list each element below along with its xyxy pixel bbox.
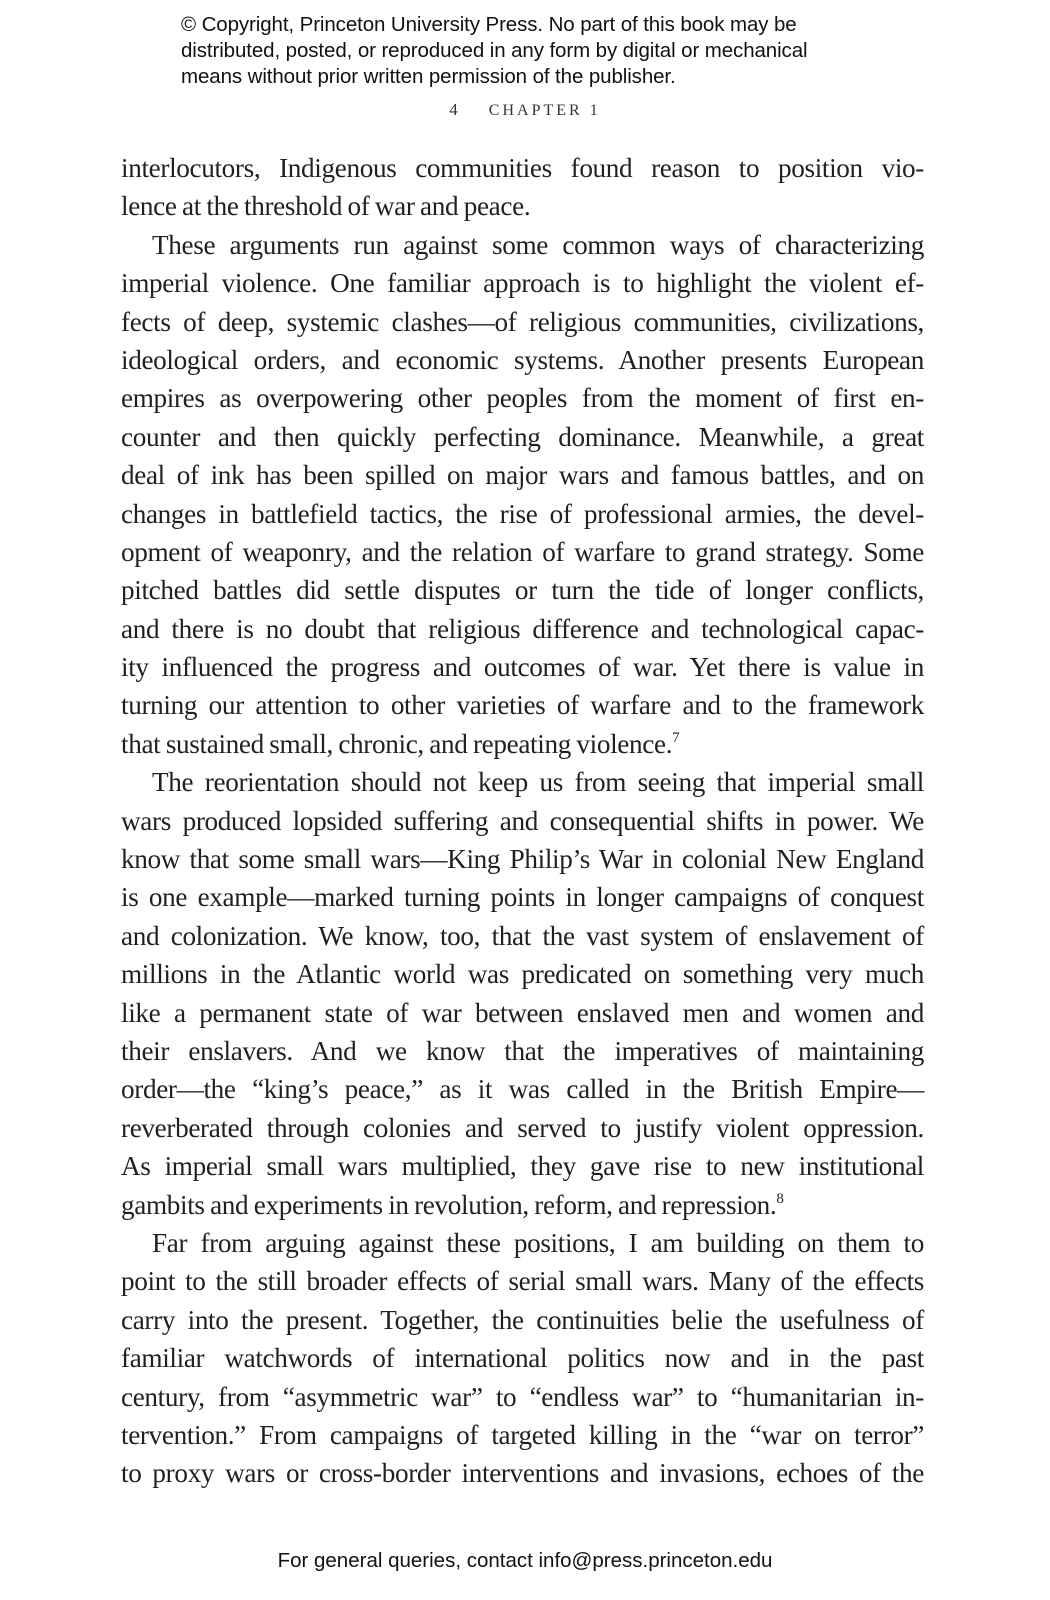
text-line [121, 571, 924, 609]
line-text: their enslavers. And we know that the imperatives of maintaining [121, 1035, 924, 1066]
line-text: familiar watchwords of international politics now and in the past [121, 1343, 924, 1374]
line-text: point to the still broader effects of serial small wars. Many of the effects [121, 1266, 924, 1297]
line-text: pitched battles did settle disputes or turn the tide of longer conflicts, [121, 575, 924, 606]
text-line [121, 1339, 924, 1377]
text-line [121, 1301, 924, 1339]
copyright-line: means without prior written permission of the publisher. [181, 65, 676, 88]
line-text: and colonization. We know, too, that the vast system of enslavement of [121, 920, 924, 951]
line-text: is one example—marked turning points in longer campaigns of conquest [121, 882, 924, 913]
line-text: deal of ink has been spilled on major wars and famous battles, and on [121, 460, 924, 491]
line-text: reverberated through colonies and served to justify violent oppression. [121, 1112, 924, 1143]
chapter-title: CHAPTER 1 [488, 102, 601, 119]
text-line [121, 456, 924, 494]
line-text: As imperial small wars multiplied, they gave rise to new institutional [121, 1151, 924, 1182]
line-text: Far from arguing against these positions, I am building on them to [152, 1227, 924, 1258]
text-line [121, 1070, 924, 1108]
line-text: empires as overpowering other peoples from the moment of first en- [121, 383, 924, 414]
text-line [121, 533, 924, 571]
line-text: order—the “king’s peace,” as it was called in the British Empire— [121, 1074, 924, 1105]
text-line [121, 187, 924, 225]
page-number: 4 [449, 100, 458, 119]
body-text [121, 149, 924, 1493]
text-line [121, 1186, 924, 1224]
text-line [121, 226, 924, 264]
text-line [121, 495, 924, 533]
line-text: know that some small wars—King Philip’s War in colonial New England [121, 844, 924, 875]
line-text: changes in battlefield tactics, the rise of professional armies, the devel- [121, 498, 924, 529]
text-line [121, 994, 924, 1032]
line-text: that sustained small, chronic, and repeating violence. [121, 728, 673, 759]
text-line [121, 1032, 924, 1070]
running-head [0, 100, 1050, 120]
line-text: The reorientation should not keep us from seeing that imperial small [152, 767, 924, 798]
footnote-marker[interactable]: 8 [776, 1190, 784, 1207]
line-text: tervention.” From campaigns of targeted killing in the “war on terror” [121, 1419, 924, 1450]
line-text: carry into the present. Together, the continuities belie the usefulness of [121, 1304, 924, 1335]
text-line [121, 303, 924, 341]
text-line [121, 1262, 924, 1300]
text-line [121, 802, 924, 840]
text-line [121, 1416, 924, 1454]
text-line [121, 1378, 924, 1416]
text-line [121, 955, 924, 993]
line-text: counter and then quickly perfecting dominance. Meanwhile, a great [121, 421, 924, 452]
line-text: and there is no doubt that religious difference and technological capac- [121, 613, 924, 644]
text-line [121, 725, 924, 763]
line-text: opment of weaponry, and the relation of warfare to grand strategy. Some [121, 536, 924, 567]
text-line [121, 610, 924, 648]
text-line [121, 1224, 924, 1262]
line-text: These arguments run against some common ways of characterizing [152, 229, 924, 260]
line-text: wars produced lopsided suffering and consequential shifts in power. We [121, 805, 924, 836]
line-text: imperial violence. One familiar approach is to highlight the violent ef- [121, 268, 924, 299]
line-text: ideological orders, and economic systems. Another presents European [121, 344, 924, 375]
text-line [121, 686, 924, 724]
line-text: century, from “asymmetric war” to “endless war” to “humanitarian in- [121, 1381, 924, 1412]
text-line [121, 763, 924, 801]
line-text: fects of deep, systemic clashes—of religious communities, civilizations, [121, 306, 924, 337]
copyright-line: © Copyright, Princeton University Press. No part of this book may be [181, 13, 797, 36]
line-text: interlocutors, Indigenous communities found reason to position vio- [121, 153, 924, 183]
text-line [121, 418, 924, 456]
copyright-line: distributed, posted, or reproduced in any form by digital or mechanical [181, 39, 808, 62]
line-text: ity influenced the progress and outcomes of war. Yet there is value in [121, 652, 924, 683]
line-text: turning our attention to other varieties of warfare and to the framework [121, 690, 924, 721]
text-line [121, 917, 924, 955]
text-line [121, 264, 924, 302]
footnote-marker[interactable]: 7 [672, 729, 680, 746]
line-text: like a permanent state of war between enslaved men and women and [121, 997, 924, 1028]
text-line [121, 341, 924, 379]
line-text: lence at the threshold of war and peace. [121, 191, 531, 222]
line-text: millions in the Atlantic world was predicated on something very much [121, 959, 924, 990]
text-line [121, 840, 924, 878]
text-line [121, 648, 924, 686]
footer-contact: For general queries, contact info@press.princeton.edu [277, 1549, 773, 1572]
text-line [121, 1454, 924, 1492]
copyright-notice [181, 12, 881, 90]
text-line [121, 379, 924, 417]
text-line [121, 878, 924, 916]
text-line [121, 1147, 924, 1185]
text-line [121, 1109, 924, 1147]
line-text: to proxy wars or cross-border interventions and invasions, echoes of the [121, 1458, 924, 1489]
text-line [121, 149, 924, 187]
line-text: gambits and experiments in revolution, reform, and repression. [121, 1189, 777, 1220]
